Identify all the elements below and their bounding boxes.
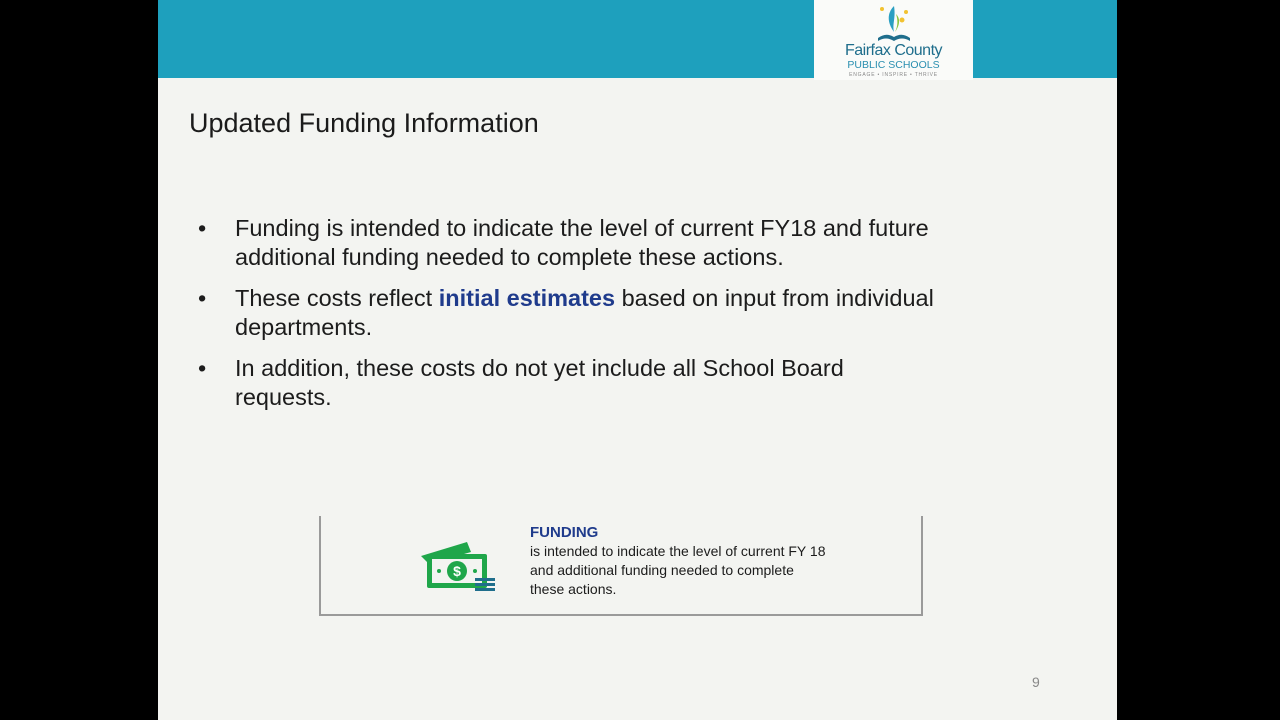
bullet-text: In addition, these costs do not yet include all School Board requests.: [235, 355, 844, 410]
fcps-logo: [814, 0, 973, 80]
callout-text: is intended to indicate the level of current FY 18 and additional funding needed to complete these actions.: [530, 543, 826, 597]
money-icon: [419, 538, 499, 594]
logo-subtitle: PUBLIC SCHOOLS: [847, 59, 940, 71]
bullet-item: [198, 354, 938, 412]
bullet-icon: •: [198, 285, 207, 311]
bullet-item: [198, 214, 938, 272]
logo-name: Fairfax County: [844, 42, 943, 59]
logo-tagline: ENGAGE • INSPIRE • THRIVE: [849, 72, 938, 78]
slide-title: Updated Funding Information: [189, 108, 539, 138]
bullet-text: Funding is intended to indicate the level of current FY18 and future additional funding needed to complete these actions.: [235, 215, 929, 270]
header-bar: [158, 0, 1117, 78]
bullet-text: These costs reflect: [235, 285, 439, 311]
book-flame-icon: [872, 4, 916, 44]
bullet-text: based on input from individual departments.: [235, 285, 934, 340]
funding-callout: [319, 516, 923, 616]
bullet-icon: •: [198, 355, 207, 381]
svg-text:$: $: [453, 563, 461, 579]
page-number: 9: [1032, 674, 1040, 690]
slide: [158, 0, 1117, 720]
bullet-item: [198, 284, 938, 342]
bullet-icon: •: [198, 215, 207, 241]
bullet-highlight: initial estimates: [438, 285, 616, 311]
callout-title: FUNDING: [530, 524, 599, 541]
bullet-list: [198, 214, 938, 424]
